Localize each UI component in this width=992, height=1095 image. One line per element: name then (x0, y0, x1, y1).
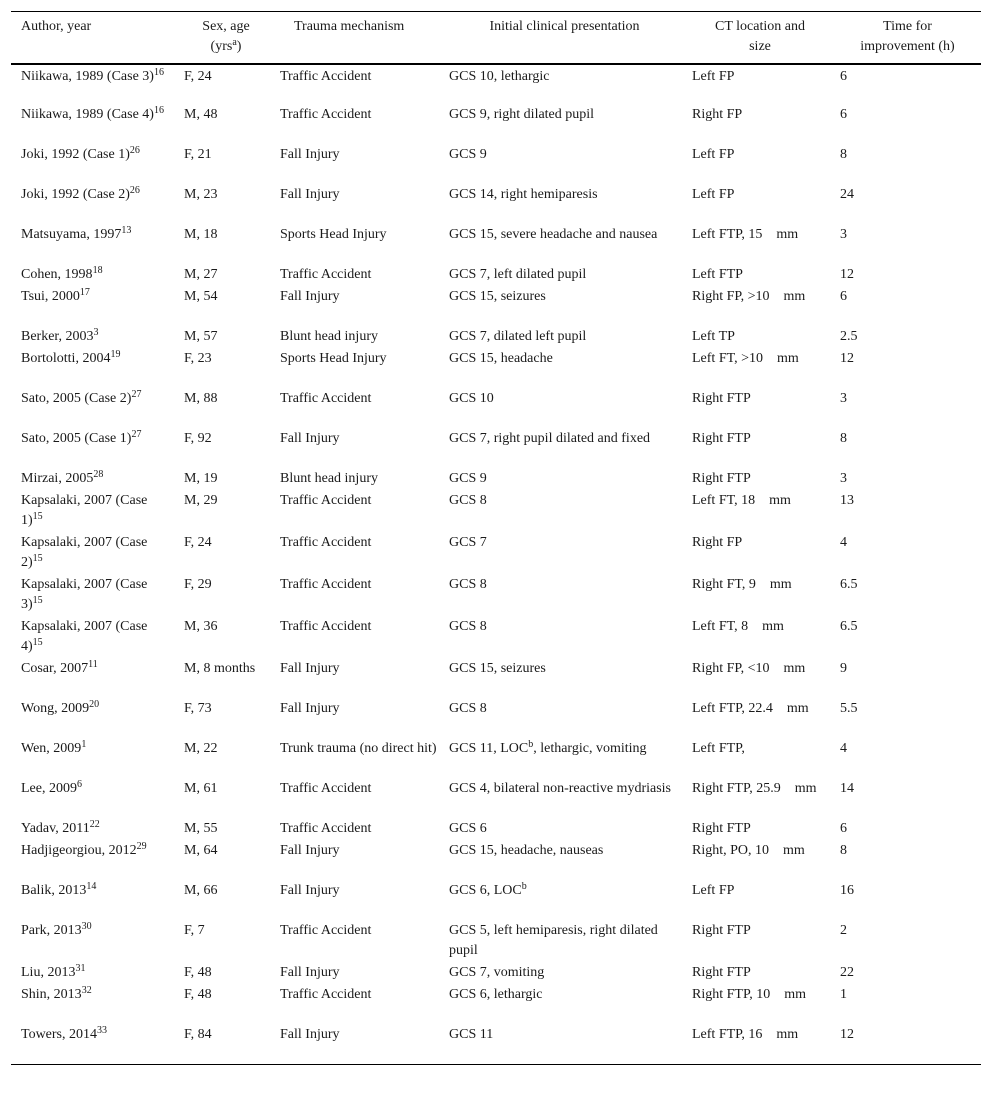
cell-mechanism: Fall Injury (280, 431, 340, 446)
table-row (11, 468, 981, 490)
cell-ct: Right FTP (692, 965, 751, 980)
case-table (11, 11, 981, 1065)
reference-number: 22 (89, 819, 100, 830)
cell-ct: Right, PO, 10 mm (692, 843, 805, 858)
cell-sex-age: F, 23 (184, 351, 212, 366)
cell-ct: Left FTP, 16 mm (692, 1027, 799, 1042)
cell-sex-age: F, 29 (184, 577, 212, 592)
reference-number: 15 (32, 511, 43, 522)
cell-mechanism: Traffic Accident (280, 923, 372, 938)
reference-number: 30 (81, 921, 92, 932)
reference-number: 6 (76, 779, 82, 790)
cell-time: 12 (840, 267, 854, 282)
cell-ct: Right FTP (692, 391, 751, 406)
header-presentation: Initial clinical presentation (489, 19, 640, 34)
cell-ct: Left FT, 18 mm (692, 493, 791, 508)
cell-sex-age: M, 27 (184, 267, 218, 282)
cell-sex-age: F, 24 (184, 535, 212, 550)
cell-presentation: GCS 6, LOC$^b$ (449, 881, 527, 898)
cell-presentation: GCS 15, severe headache and nausea (449, 227, 658, 242)
cell-time: 5.5 (840, 701, 858, 716)
cell-presentation: GCS 15, headache (449, 351, 553, 366)
cell-sex-age: F, 73 (184, 701, 212, 716)
cell-time: 16 (840, 883, 854, 898)
cell-presentation: GCS 10 (449, 391, 494, 406)
cell-presentation: GCS 8 (449, 701, 487, 716)
cell-sex-age: M, 88 (184, 391, 218, 406)
cell-ct: Right FT, 9 mm (692, 577, 792, 592)
cell-time: 9 (840, 661, 847, 676)
cell-mechanism: Sports Head Injury (280, 351, 387, 366)
cell-author: Mirzai, 2005$^{28}$ (21, 469, 104, 486)
cell-mechanism: Sports Head Injury (280, 227, 387, 242)
cell-author: Balik, 2013$^{14}$ (21, 881, 97, 898)
cell-mechanism: Fall Injury (280, 701, 340, 716)
cell-ct: Left FTP, (692, 741, 745, 756)
cell-time: 2 (840, 923, 847, 938)
cell-author: Kapsalaki, 2007 (Case 2)$^{15}$ (21, 535, 148, 570)
header-author: Author, year (21, 19, 92, 34)
cell-sex-age: M, 18 (184, 227, 218, 242)
cell-time: 3 (840, 391, 847, 406)
table-header (11, 12, 981, 65)
cell-sex-age: F, 21 (184, 147, 212, 162)
cell-presentation: GCS 9 (449, 471, 487, 486)
cell-ct: Left FP (692, 187, 735, 202)
cell-time: 6 (840, 69, 847, 84)
reference-number: 26 (129, 145, 140, 156)
cell-time: 24 (840, 187, 854, 202)
cell-time: 1 (840, 987, 847, 1002)
cell-mechanism: Fall Injury (280, 965, 340, 980)
cell-presentation: GCS 15, headache, nauseas (449, 843, 604, 858)
cell-sex-age: M, 61 (184, 781, 218, 796)
table-row (11, 920, 981, 962)
header-mechanism: Trauma mechanism (294, 19, 405, 34)
cell-sex-age: F, 84 (184, 1027, 212, 1042)
cell-sex-age: M, 54 (184, 289, 218, 304)
reference-number: 16 (153, 67, 164, 78)
cell-time: 6 (840, 821, 847, 836)
table-row (11, 962, 981, 984)
reference-number: 18 (92, 265, 103, 276)
cell-sex-age: F, 92 (184, 431, 212, 446)
cell-time: 4 (840, 741, 847, 756)
table-row (11, 428, 981, 468)
cell-time: 12 (840, 1027, 854, 1042)
reference-number: 19 (110, 349, 121, 360)
cell-mechanism: Traffic Accident (280, 493, 372, 508)
cell-ct: Right FTP (692, 471, 751, 486)
header-ct: CT location and size (715, 19, 805, 54)
cell-sex-age: F, 24 (184, 69, 212, 84)
cell-sex-age: M, 29 (184, 493, 218, 508)
table-row (11, 698, 981, 738)
cell-mechanism: Traffic Accident (280, 577, 372, 592)
cell-mechanism: Fall Injury (280, 843, 340, 858)
cell-ct: Right FTP, 10 mm (692, 987, 806, 1002)
table-row (11, 326, 981, 348)
header-footnote-a: a (232, 37, 237, 48)
table-row (11, 778, 981, 818)
cell-author: Hadjigeorgiou, 2012$^{29}$ (21, 841, 147, 858)
cell-mechanism: Fall Injury (280, 661, 340, 676)
reference-number: 15 (32, 553, 43, 564)
cell-time: 13 (840, 493, 854, 508)
cell-ct: Left FTP, 22.4 mm (692, 701, 809, 716)
table-row (11, 616, 981, 658)
cell-presentation: GCS 8 (449, 493, 487, 508)
cell-ct: Right FTP (692, 431, 751, 446)
reference-number: 31 (75, 963, 86, 974)
cell-author: Kapsalaki, 2007 (Case 3)$^{15}$ (21, 577, 148, 612)
cell-ct: Left FP (692, 147, 735, 162)
table-row (11, 880, 981, 920)
cell-mechanism: Blunt head injury (280, 471, 378, 486)
cell-presentation: GCS 6 (449, 821, 487, 836)
reference-number: 27 (131, 429, 142, 440)
cell-mechanism: Traffic Accident (280, 69, 372, 84)
cell-time: 4 (840, 535, 847, 550)
reference-number: 3 (93, 327, 99, 338)
table-row (11, 1024, 981, 1064)
cell-sex-age: M, 22 (184, 741, 218, 756)
table-row (11, 738, 981, 778)
cell-author: Kapsalaki, 2007 (Case 1)$^{15}$ (21, 493, 148, 528)
table-row (11, 840, 981, 880)
cell-mechanism: Traffic Accident (280, 391, 372, 406)
reference-number: 20 (89, 699, 100, 710)
cell-presentation: GCS 7, vomiting (449, 965, 545, 980)
cell-presentation: GCS 9, right dilated pupil (449, 107, 595, 122)
cell-author: Niikawa, 1989 (Case 4)$^{16}$ (21, 105, 164, 122)
cell-ct: Left FTP (692, 267, 743, 282)
table-row (11, 224, 981, 264)
table-row (11, 984, 981, 1024)
cell-ct: Right FTP, 25.9 mm (692, 781, 817, 796)
cell-author: Tsui, 2000$^{17}$ (21, 287, 90, 304)
cell-author: Park, 2013$^{30}$ (21, 921, 92, 938)
cell-sex-age: M, 8 months (184, 661, 256, 676)
cell-time: 12 (840, 351, 854, 366)
cell-mechanism: Traffic Accident (280, 619, 372, 634)
cell-presentation: GCS 11, LOC$^b$, lethargic, vomiting (449, 739, 647, 756)
footnote-b: b (528, 739, 534, 750)
cell-presentation: GCS 15, seizures (449, 661, 546, 676)
cell-mechanism: Blunt head injury (280, 329, 378, 344)
table-body (11, 64, 981, 1064)
cell-presentation: GCS 8 (449, 619, 487, 634)
cell-author: Joki, 1992 (Case 2)$^{26}$ (21, 185, 140, 202)
cell-sex-age: F, 48 (184, 965, 212, 980)
cell-ct: Left FT, >10 mm (692, 351, 799, 366)
table-row (11, 184, 981, 224)
cell-sex-age: M, 36 (184, 619, 218, 634)
cell-author: Sato, 2005 (Case 2)$^{27}$ (21, 389, 142, 406)
cell-mechanism: Traffic Accident (280, 267, 372, 282)
cell-time: 6.5 (840, 619, 858, 634)
cell-time: 14 (840, 781, 854, 796)
table-row (11, 286, 981, 326)
cell-mechanism: Fall Injury (280, 883, 340, 898)
cell-ct: Right FTP (692, 923, 751, 938)
cell-sex-age: M, 19 (184, 471, 218, 486)
footnote-b: b (521, 881, 527, 892)
table-row (11, 348, 981, 388)
table-row (11, 144, 981, 184)
cell-time: 6 (840, 289, 847, 304)
cell-time: 2.5 (840, 329, 858, 344)
cell-presentation: GCS 4, bilateral non-reactive mydriasis (449, 781, 671, 796)
cell-author: Bortolotti, 2004$^{19}$ (21, 349, 121, 366)
cell-sex-age: M, 23 (184, 187, 218, 202)
cell-mechanism: Fall Injury (280, 289, 340, 304)
cell-ct: Left FP (692, 883, 735, 898)
cell-time: 3 (840, 471, 847, 486)
cell-sex-age: F, 48 (184, 987, 212, 1002)
cell-sex-age: F, 7 (184, 923, 205, 938)
reference-number: 29 (136, 841, 147, 852)
cell-author: Wong, 2009$^{20}$ (21, 699, 100, 716)
cell-time: 8 (840, 843, 847, 858)
cell-presentation: GCS 7 (449, 535, 487, 550)
cell-presentation: GCS 10, lethargic (449, 69, 550, 84)
table-row (11, 64, 981, 104)
reference-number: 15 (32, 595, 43, 606)
reference-number: 26 (129, 185, 140, 196)
cell-mechanism: Traffic Accident (280, 107, 372, 122)
header-row (11, 12, 981, 65)
reference-number: 11 (88, 659, 98, 670)
header-time: Time for improvement (h) (860, 19, 955, 54)
cell-ct: Right FP (692, 107, 743, 122)
cell-mechanism: Traffic Accident (280, 781, 372, 796)
cell-time: 8 (840, 147, 847, 162)
table-row (11, 532, 981, 574)
cell-presentation: GCS 5, left hemiparesis, right dilated pupil (449, 923, 658, 958)
cell-sex-age: M, 64 (184, 843, 218, 858)
table-row (11, 574, 981, 616)
cell-ct: Right FTP (692, 821, 751, 836)
cell-presentation: GCS 9 (449, 147, 487, 162)
table-row (11, 818, 981, 840)
reference-number: 33 (97, 1025, 108, 1036)
reference-number: 28 (93, 469, 104, 480)
cell-mechanism: Fall Injury (280, 187, 340, 202)
cell-presentation: GCS 6, lethargic (449, 987, 543, 1002)
cell-ct: Right FP, >10 mm (692, 289, 806, 304)
reference-number: 13 (121, 225, 132, 236)
reference-number: 14 (86, 881, 97, 892)
cell-time: 8 (840, 431, 847, 446)
cell-time: 6.5 (840, 577, 858, 592)
cell-ct: Right FP, <10 mm (692, 661, 806, 676)
cell-author: Joki, 1992 (Case 1)$^{26}$ (21, 145, 140, 162)
cell-mechanism: Fall Injury (280, 1027, 340, 1042)
cell-author: Yadav, 2011$^{22}$ (21, 819, 100, 836)
cell-sex-age: M, 48 (184, 107, 218, 122)
cell-time: 3 (840, 227, 847, 242)
cell-mechanism: Traffic Accident (280, 821, 372, 836)
cell-author: Kapsalaki, 2007 (Case 4)$^{15}$ (21, 619, 148, 654)
cell-author: Towers, 2014$^{33}$ (21, 1025, 108, 1042)
cell-author: Lee, 2009$^6$ (21, 779, 82, 796)
cell-author: Liu, 2013$^{31}$ (21, 963, 86, 980)
table-row (11, 490, 981, 532)
cell-ct: Left FTP, 15 mm (692, 227, 799, 242)
table-row (11, 658, 981, 698)
cell-ct: Left FP (692, 69, 735, 84)
cell-presentation: GCS 7, right pupil dilated and fixed (449, 431, 651, 446)
reference-number: 27 (131, 389, 142, 400)
header-sex-age: Sex, age (yrs$^a$) (202, 19, 250, 54)
cell-author: Cohen, 1998$^{18}$ (21, 265, 103, 282)
cell-ct: Left TP (692, 329, 735, 344)
table-row (11, 264, 981, 286)
cell-author: Sato, 2005 (Case 1)$^{27}$ (21, 429, 142, 446)
cell-author: Wen, 2009$^1$ (21, 739, 87, 756)
cell-presentation: GCS 14, right hemiparesis (449, 187, 598, 202)
cell-ct: Left FT, 8 mm (692, 619, 784, 634)
cell-presentation: GCS 8 (449, 577, 487, 592)
cell-author: Cosar, 2007$^{11}$ (21, 659, 98, 676)
cell-presentation: GCS 11 (449, 1027, 494, 1042)
cell-ct: Right FP (692, 535, 743, 550)
reference-number: 15 (32, 637, 43, 648)
table-row (11, 388, 981, 428)
reference-number: 16 (153, 105, 164, 116)
cell-author: Niikawa, 1989 (Case 3)$^{16}$ (21, 67, 164, 84)
cell-sex-age: M, 55 (184, 821, 218, 836)
cell-time: 6 (840, 107, 847, 122)
cell-mechanism: Traffic Accident (280, 535, 372, 550)
cell-presentation: GCS 7, dilated left pupil (449, 329, 587, 344)
cell-author: Shin, 2013$^{32}$ (21, 985, 92, 1002)
cell-author: Matsuyama, 1997$^{13}$ (21, 225, 132, 242)
cell-author: Berker, 2003$^3$ (21, 327, 99, 344)
cell-presentation: GCS 7, left dilated pupil (449, 267, 587, 282)
cell-mechanism: Fall Injury (280, 147, 340, 162)
cell-sex-age: M, 57 (184, 329, 218, 344)
cell-mechanism: Trunk trauma (no direct hit) (280, 741, 437, 756)
cell-presentation: GCS 15, seizures (449, 289, 546, 304)
cell-sex-age: M, 66 (184, 883, 218, 898)
reference-number: 17 (79, 287, 90, 298)
table-row (11, 104, 981, 144)
cell-time: 22 (840, 965, 854, 980)
reference-number: 32 (81, 985, 92, 996)
cell-mechanism: Traffic Accident (280, 987, 372, 1002)
reference-number: 1 (81, 739, 87, 750)
